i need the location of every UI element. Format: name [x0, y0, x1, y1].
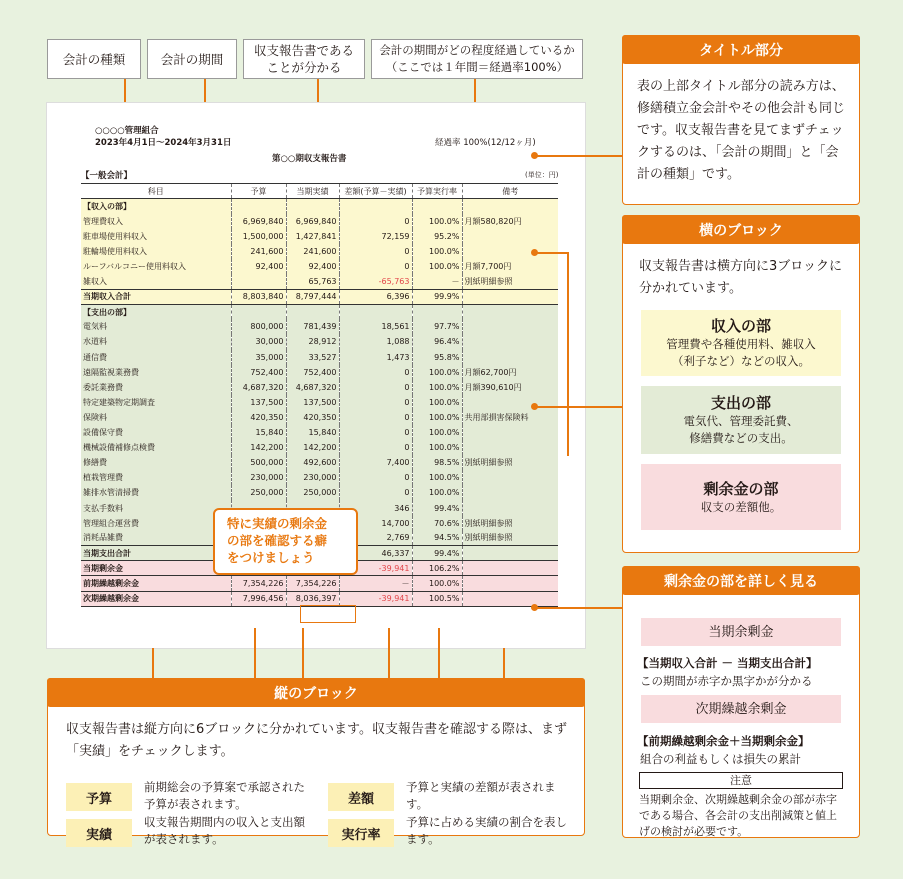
table-cell: 管理費収入: [81, 214, 231, 229]
table-cell: 35,000: [231, 350, 286, 365]
report-dates: 2023年4月1日～2024年3月31日: [95, 138, 232, 148]
table-cell: [462, 334, 558, 349]
table-row: [81, 455, 558, 470]
horizontal-block-intro: 収支報告書は横方向に3ブロックに分かれています。: [639, 259, 843, 296]
table-cell: 0: [339, 485, 412, 500]
table-cell: 電気料: [81, 319, 231, 334]
section-header-row: [81, 199, 558, 214]
table-cell: 1,088: [339, 334, 412, 349]
table-cell: 142,200: [231, 440, 286, 455]
table-cell: 100.0%: [412, 395, 462, 410]
column-header: 備考: [462, 184, 558, 199]
table-cell: 当期支出合計: [81, 546, 231, 561]
table-cell: 6,396: [339, 289, 412, 304]
table-row: [81, 214, 558, 229]
table-cell: [462, 319, 558, 334]
table-cell: 8,803,840: [231, 289, 286, 304]
label-account-type: 会計の種類: [47, 39, 141, 79]
table-cell: 250,000: [231, 485, 286, 500]
surplus-detail-panel: [622, 566, 860, 838]
table-cell: 65,763: [286, 274, 339, 289]
table-cell: 別紙明細参照: [462, 516, 558, 531]
connector-line: [535, 155, 623, 157]
table-row: [81, 410, 558, 425]
table-cell: 修繕費: [81, 455, 231, 470]
table-cell: 駐車場使用料収入: [81, 229, 231, 244]
table-cell: 共用部損害保険料: [462, 410, 558, 425]
table-cell: 106.2%: [412, 561, 462, 576]
table-cell: 100.0%: [412, 485, 462, 500]
desc-actual: 収支報告期間内の収入と支出額が表されます。: [144, 815, 305, 846]
table-cell: 100.0%: [412, 425, 462, 440]
column-header: 科目: [81, 184, 231, 199]
table-cell: 28,912: [286, 334, 339, 349]
table-cell: 駐輪場使用料収入: [81, 244, 231, 259]
table-cell: 97.7%: [412, 319, 462, 334]
table-cell: 500,000: [231, 455, 286, 470]
table-cell: 1,500,000: [231, 229, 286, 244]
table-cell: 別紙明細参照: [462, 455, 558, 470]
table-cell: 月額580,820円: [462, 214, 558, 229]
table-cell: [462, 591, 558, 606]
table-cell: 消耗品雑費: [81, 531, 231, 546]
table-cell: 水道料: [81, 334, 231, 349]
table-cell: 96.4%: [412, 334, 462, 349]
current-surplus-label: 当期余剰金: [641, 618, 841, 646]
connector-line: [302, 628, 304, 678]
table-row: [81, 576, 558, 591]
table-cell: 14,700: [339, 516, 412, 531]
table-cell: 30,000: [231, 334, 286, 349]
table-cell: [462, 289, 558, 304]
table-cell: 0: [339, 365, 412, 380]
table-cell: 設備保守費: [81, 425, 231, 440]
table-cell: 雑収入: [81, 274, 231, 289]
report-title: 第○○期収支報告書: [272, 154, 347, 164]
next-surplus-label: 次期繰越余剰金: [641, 695, 841, 723]
table-cell: [462, 350, 558, 365]
table-cell: 0: [339, 214, 412, 229]
table-cell: -65,763: [339, 274, 412, 289]
unit-label: (単位：円): [525, 171, 559, 179]
title-section-panel: [622, 35, 860, 205]
table-row: [81, 440, 558, 455]
table-cell: 33,527: [286, 350, 339, 365]
connector-line: [535, 607, 623, 609]
table-row: [81, 380, 558, 395]
tag-difference: 差額: [328, 783, 394, 811]
table-cell: 492,600: [286, 455, 339, 470]
table-cell: 雑排水管清掃費: [81, 485, 231, 500]
table-cell: 137,500: [231, 395, 286, 410]
desc-difference: 予算と実績の差額が表されます。: [406, 780, 556, 811]
connector-line: [503, 648, 505, 678]
table-row: [81, 395, 558, 410]
table-cell: -39,941: [339, 591, 412, 606]
table-cell: 230,000: [286, 470, 339, 485]
table-row: [81, 334, 558, 349]
table-cell: 752,400: [286, 365, 339, 380]
tag-actual: 実績: [66, 819, 132, 847]
column-header: 予算: [231, 184, 286, 199]
table-cell: 7,354,226: [286, 576, 339, 591]
desc-budget: 前期総会の予算案で承認された予算が表されます。: [144, 780, 305, 811]
vertical-block-panel: [47, 678, 585, 846]
table-cell: 0: [339, 440, 412, 455]
table-cell: 92,400: [286, 259, 339, 274]
table-cell: [462, 470, 558, 485]
table-cell: 0: [339, 395, 412, 410]
table-cell: 100.0%: [412, 470, 462, 485]
table-cell: 100.5%: [412, 591, 462, 606]
table-cell: 100.0%: [412, 576, 462, 591]
table-cell: 4,687,320: [231, 380, 286, 395]
section-title: 【収入の部】: [81, 199, 231, 214]
table-cell: 100.0%: [412, 380, 462, 395]
table-cell: 241,600: [231, 244, 286, 259]
table-cell: 99.9%: [412, 289, 462, 304]
table-cell: 0: [339, 425, 412, 440]
table-cell: 植栽管理費: [81, 470, 231, 485]
table-cell: 241,600: [286, 244, 339, 259]
table-cell: 142,200: [286, 440, 339, 455]
table-cell: 6,969,840: [286, 214, 339, 229]
table-cell: [462, 500, 558, 515]
table-cell: 15,840: [286, 425, 339, 440]
table-row: [81, 470, 558, 485]
table-cell: 7,400: [339, 455, 412, 470]
table-cell: 0: [339, 259, 412, 274]
table-cell: 100.0%: [412, 259, 462, 274]
table-cell: 99.4%: [412, 546, 462, 561]
income-block: 収入の部 管理費や各種使用料、雑収入 （利子など）などの収入。: [641, 310, 841, 376]
table-cell: 15,840: [231, 425, 286, 440]
table-cell: －: [339, 576, 412, 591]
table-cell: [462, 561, 558, 576]
table-cell: 前期繰越剰余金: [81, 576, 231, 591]
label-account-period: 会計の期間: [147, 39, 237, 79]
table-cell: 0: [339, 380, 412, 395]
table-cell: 8,797,444: [286, 289, 339, 304]
table-row: [81, 350, 558, 365]
table-cell: 100.0%: [412, 214, 462, 229]
tag-budget: 予算: [66, 783, 132, 811]
table-cell: 遠隔監視業務費: [81, 365, 231, 380]
column-header: 差額(予算－実績): [339, 184, 412, 199]
connector-line: [535, 406, 623, 408]
table-row: [81, 485, 558, 500]
table-cell: 別紙明細参照: [462, 531, 558, 546]
account-type: 【一般会計】: [81, 171, 133, 181]
label-report-type: 収支報告書である ことが分かる: [243, 39, 365, 79]
table-cell: 1,473: [339, 350, 412, 365]
org-name: ○○○○管理組合: [95, 126, 159, 136]
connector-line: [388, 628, 390, 678]
table-cell: 100.0%: [412, 410, 462, 425]
actual-highlight-box: [300, 605, 356, 623]
table-cell: [231, 274, 286, 289]
table-cell: －: [412, 274, 462, 289]
table-cell: 98.5%: [412, 455, 462, 470]
horizontal-block-panel: [622, 215, 860, 553]
table-cell: 99.4%: [412, 500, 462, 515]
table-cell: 月額7,700円: [462, 259, 558, 274]
elapsed-rate: 経過率 100%(12/12ヶ月): [435, 138, 536, 148]
table-cell: 0: [339, 470, 412, 485]
table-cell: 94.5%: [412, 531, 462, 546]
current-surplus-formula: 【当期収入合計 － 当期支出合計】: [637, 656, 818, 670]
table-cell: 通信費: [81, 350, 231, 365]
table-cell: 月額390,610円: [462, 380, 558, 395]
table-cell: 1,427,841: [286, 229, 339, 244]
table-cell: 420,350: [286, 410, 339, 425]
tag-execution-rate: 実行率: [328, 819, 394, 847]
table-cell: 95.8%: [412, 350, 462, 365]
table-row: [81, 259, 558, 274]
table-cell: 346: [339, 500, 412, 515]
connector-line: [438, 628, 440, 678]
table-cell: 月額62,700円: [462, 365, 558, 380]
title-section-body: 表の上部タイトル部分の読み方は、修繕積立金会計やその他会計も同じです。収支報告書を見てまずチェックするのは、「会計の期間」と「会計の種類」です。: [637, 79, 846, 182]
table-cell: 特定建築物定期調査: [81, 395, 231, 410]
column-header: 当期実績: [286, 184, 339, 199]
table-row: [81, 425, 558, 440]
connector-line: [535, 252, 568, 254]
table-cell: 137,500: [286, 395, 339, 410]
note-text: 当期剰余金、次期繰越剰余金の部が赤字である場合、各会計の支出削減策と値上げの検討が必要です。: [639, 793, 837, 838]
table-cell: 委託業務費: [81, 380, 231, 395]
connector-line: [254, 628, 256, 678]
table-cell: 0: [339, 244, 412, 259]
table-cell: 保険料: [81, 410, 231, 425]
surplus-block: 剰余金の部 収支の差額他。: [641, 464, 841, 530]
table-cell: 420,350: [231, 410, 286, 425]
table-cell: 100.0%: [412, 440, 462, 455]
table-cell: 別紙明細参照: [462, 274, 558, 289]
table-cell: [462, 546, 558, 561]
table-cell: 機械設備補修点検費: [81, 440, 231, 455]
table-row: [81, 365, 558, 380]
table-cell: 100.0%: [412, 244, 462, 259]
label-elapsed-rate: 会計の期間がどの程度経過しているか （ここでは１年間＝経過率100%）: [371, 39, 583, 79]
table-cell: 支払手数料: [81, 500, 231, 515]
section-header-row: [81, 304, 558, 319]
vertical-block-header: 縦のブロック: [47, 678, 585, 707]
current-surplus-desc: この期間が赤字か黒字かが分かる: [640, 674, 813, 688]
table-row: [81, 319, 558, 334]
column-header: 予算実行率: [412, 184, 462, 199]
table-cell: 70.6%: [412, 516, 462, 531]
table-cell: [462, 229, 558, 244]
table-cell: 95.2%: [412, 229, 462, 244]
table-cell: 次期繰越剰余金: [81, 591, 231, 606]
table-row: [81, 289, 558, 304]
table-cell: 7,354,226: [231, 576, 286, 591]
table-cell: 18,561: [339, 319, 412, 334]
surplus-detail-header: 剰余金の部を詳しく見る: [622, 566, 860, 595]
table-cell: [462, 485, 558, 500]
table-cell: 当期剰余金: [81, 561, 231, 576]
table-row: [81, 244, 558, 259]
next-surplus-desc: 組合の利益もしくは損失の累計: [640, 752, 801, 766]
table-cell: -39,941: [339, 561, 412, 576]
expense-block: 支出の部 電気代、管理委託費、 修繕費などの支出。: [641, 386, 841, 454]
connector-line: [567, 252, 569, 456]
table-cell: 46,337: [339, 546, 412, 561]
table-cell: [462, 425, 558, 440]
table-cell: 当期収入合計: [81, 289, 231, 304]
table-cell: 781,439: [286, 319, 339, 334]
table-cell: 2,769: [339, 531, 412, 546]
table-cell: 92,400: [231, 259, 286, 274]
table-row: [81, 229, 558, 244]
note-label: 注意: [639, 772, 843, 789]
vertical-block-intro: 収支報告書は縦方向に6ブロックに分かれています。収支報告書を確認する際は、まず「実績」をチェックします。: [66, 722, 567, 759]
callout-check-surplus: 特に実績の剰余金 の部を確認する癖 をつけましょう: [213, 508, 358, 575]
table-cell: 100.0%: [412, 365, 462, 380]
horizontal-block-header: 横のブロック: [622, 215, 860, 244]
section-title: 【支出の部】: [81, 304, 231, 319]
table-cell: 7,996,456: [231, 591, 286, 606]
table-row: [81, 274, 558, 289]
next-surplus-formula: 【前期繰越剰余金＋当期剰余金】: [637, 734, 810, 748]
table-cell: [462, 440, 558, 455]
table-cell: 0: [339, 410, 412, 425]
table-cell: ルーフバルコニー使用料収入: [81, 259, 231, 274]
table-cell: 72,159: [339, 229, 412, 244]
table-cell: 230,000: [231, 470, 286, 485]
table-cell: 250,000: [286, 485, 339, 500]
table-cell: 8,036,397: [286, 591, 339, 606]
table-row: [81, 591, 558, 606]
table-cell: [462, 576, 558, 591]
desc-execution-rate: 予算に占める実績の割合を表します。: [406, 815, 567, 846]
table-cell: 800,000: [231, 319, 286, 334]
table-cell: 管理組合運営費: [81, 516, 231, 531]
table-cell: 752,400: [231, 365, 286, 380]
connector-line: [152, 648, 154, 678]
title-section-header: タイトル部分: [622, 35, 860, 64]
table-cell: 6,969,840: [231, 214, 286, 229]
table-cell: 4,687,320: [286, 380, 339, 395]
